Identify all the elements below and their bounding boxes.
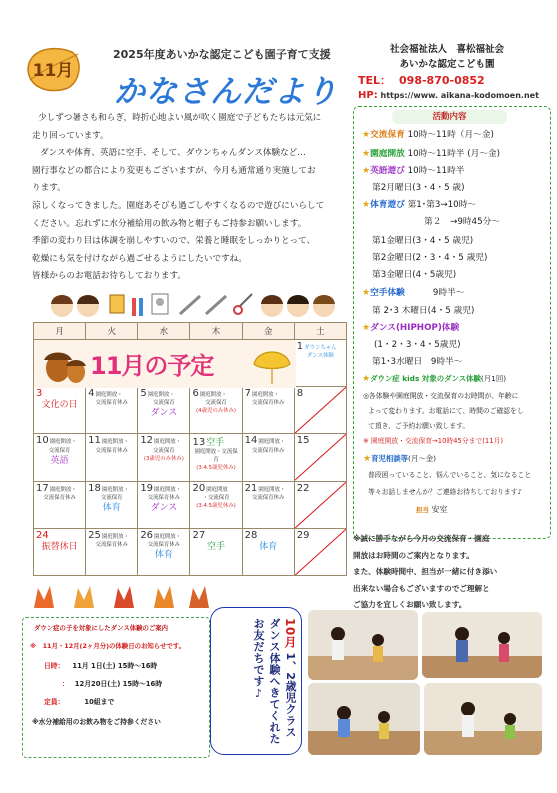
org-info	[352, 42, 542, 72]
calendar-day-27: 27 空手	[190, 528, 242, 575]
activity-item: ★ダウン症 kids 対象のダンス体験(月1回)	[362, 374, 507, 384]
child-face-icon	[51, 295, 73, 317]
calendar-day-11: 11園庭開放・ 交流保育休み	[86, 434, 138, 481]
staff-line: 担当 安室	[416, 505, 448, 514]
calendar-week	[34, 481, 347, 528]
access-line: 開放はお時間のご案内となります。	[353, 550, 474, 560]
closed-slash	[295, 529, 346, 575]
calendar-day-18: 18園庭開放・ 交流保育 体育	[86, 481, 138, 528]
activities-note: よって変わります。お電話にて、時間のご確認をし	[368, 407, 524, 415]
autumn-leaves-decoration	[24, 582, 214, 612]
dance-photo-2	[422, 612, 542, 678]
calendar-day-20: 20園庭開放 ・交流保育 (3.4.5歳児休み)	[190, 481, 242, 528]
intro-line: 園行事などの都合により変更もございますが、今月も通常通り実施してお	[32, 165, 316, 176]
hp-line	[358, 90, 539, 101]
calendar-day-15: 15	[294, 434, 346, 481]
hp-label: HP:	[358, 90, 378, 101]
calendar-header-row	[34, 323, 347, 340]
intro-line: ります。	[32, 183, 66, 194]
intro-line: 皆様からのお電話お待ちしております。	[32, 271, 187, 282]
notice-line: 定員： 10組まで	[44, 698, 115, 706]
newsletter-title: かなさんだより	[114, 74, 338, 110]
notice-line: ※水分補給用のお飲み物をご持参ください	[32, 718, 161, 726]
calendar-day-6: 6園庭開放・ 交流保育 (4歳児のみ休み)	[190, 387, 242, 434]
caption-month: 10月	[283, 618, 297, 649]
calendar-day-19: 19園庭開放・ 交流保育休み ダンス	[138, 481, 190, 528]
dance-photo-3	[308, 683, 420, 755]
hp-url[interactable]: https://www. aikana-kodomoen.net	[380, 91, 539, 100]
activities-note: て頂き、ご予約お願い致します。	[368, 422, 470, 430]
access-line: ご協力を宜しくお願い致します。	[353, 600, 467, 609]
calendar-day-25: 25園庭開放・ 交流保育休み	[86, 528, 138, 575]
dance-photo-4	[424, 683, 542, 755]
kids-decoration	[40, 286, 345, 320]
book-icon	[110, 295, 124, 313]
activity-item: ★園庭開放 10時～11時半 (月～金)	[362, 149, 501, 159]
calendar-day-13: 13空手 園庭開放・交流保育 (3.4.5歳児休み)	[190, 434, 242, 481]
activity-item: ★英語遊び 10時～11時半	[362, 166, 465, 176]
access-line: また、体験時間中、担当が一緒に付き添い	[353, 567, 498, 576]
consult-text: 等々お話しませんか？ご連絡お待ちしております♪	[368, 488, 522, 496]
calendar-day-7: 7園庭開放・ 交流保育休み	[242, 387, 294, 434]
closed-slash	[295, 387, 346, 433]
child-face-icon	[77, 295, 99, 317]
calendar-day-14: 14園庭開放・ 交流保育休み	[242, 434, 294, 481]
calendar-day-17: 17園庭開放・ 交流保育休み	[34, 481, 86, 528]
access-line: ※誠に勝手ながら今月の交流保育・園庭	[353, 534, 490, 543]
activities-title: 活動内容	[392, 110, 507, 124]
tel-line	[358, 72, 485, 88]
weekday-header: 水	[138, 323, 190, 340]
intro-line: 季節の変わり目は体調を崩しやすいので、栄養と睡眠をしっかりとって、	[32, 236, 316, 247]
child-face-icon	[261, 295, 283, 317]
calendar-day-5: 5園庭開放・ 交流保育 ダンス	[138, 387, 190, 434]
intro-line: ください。忘れずに水分補給用の飲み物と帽子もご持参お願いします。	[32, 218, 307, 229]
calendar-day-24: 24 振替休日	[34, 528, 86, 575]
tel-number[interactable]: 098-870-0852	[399, 74, 485, 87]
header-subtitle: 2025年度あいかな認定こども園子育て支援	[113, 48, 331, 61]
activity-item: 第1･3水曜日 9時半～	[372, 357, 463, 367]
maple-leaf-icon	[189, 586, 209, 608]
consult-text: 普段困っていること、悩んでいること、気になること	[368, 471, 532, 479]
pencil-icon	[180, 296, 226, 314]
intro-line: 涼しくなってきました。園庭あそびも過ごしやすくなるので遊びにいらして	[32, 200, 325, 211]
child-face-icon	[287, 295, 309, 317]
calendar-day-1: 1ダウンちゃん ダンス体験	[294, 340, 346, 387]
acorn-icon	[38, 342, 88, 386]
calendar-week	[34, 434, 347, 481]
calendar-day-28: 28 体育	[242, 528, 294, 575]
intro-line: 乾燥にも気を付けながら過ごせるようにしたいですね。	[32, 253, 247, 264]
crayon-icon	[132, 298, 143, 316]
activity-item: 第3金曜日(4・5歳児)	[372, 270, 457, 280]
activity-item: ★ダンス(HIPHOP)体験	[362, 323, 460, 333]
intro-line: ダンスや体育、英語に空手、そして、ダウンちゃんダンス体験など…	[40, 148, 306, 159]
maple-leaf-icon	[74, 586, 94, 608]
access-note	[353, 531, 553, 614]
activity-item: ★空手体験 9時半～	[362, 288, 465, 298]
calendar-week	[34, 387, 347, 434]
month-label: 11月	[32, 61, 74, 81]
org-corp: 社会福祉法人 喜松福祉会	[389, 44, 504, 55]
activity-item: 第2月曜日(3・4・5 歳)	[372, 183, 465, 193]
weekday-header: 金	[242, 323, 294, 340]
calendar-day-29: 29	[294, 528, 346, 575]
calendar-day-21: 21園庭開放・ 交流保育休み	[242, 481, 294, 528]
maple-leaf-icon	[34, 586, 54, 608]
notice-line: ※ 11月・12月(2ヶ月分)の体験日のお知らせです。	[30, 642, 186, 650]
activity-item: 第1金曜日(3・4・5 歳児)	[372, 236, 474, 246]
consult-line: ★育児相談等(月～金)	[363, 454, 436, 464]
photo-frame-icon	[152, 294, 168, 314]
weekday-header: 土	[294, 323, 346, 340]
notice-title: ダウン症の子を対象にしたダンス体験のご案内	[34, 624, 169, 632]
photo-caption	[220, 618, 298, 748]
ginkgo-leaf-icon	[250, 344, 294, 388]
activities-note: ◎各体験や園庭開放・交流保育のお時間が、年齢に	[363, 392, 519, 400]
activity-item: 第 2･3 木曜日(4・5 歳児)	[372, 306, 475, 316]
activity-item: 第2金曜日(2・3・4・5 歳児)	[372, 253, 488, 263]
calendar-day-22: 22	[294, 481, 346, 528]
calendar-day-4: 4園庭開放・ 交流保育休み	[86, 387, 138, 434]
activity-item: ★交流保育 10時～11時（月～金)	[362, 130, 494, 140]
calendar-day-10: 10園庭開放・ 交流保育 英語	[34, 434, 86, 481]
weekday-header: 火	[86, 323, 138, 340]
intro-line: 走り回っています。	[32, 130, 109, 141]
tel-label: TEL：	[358, 74, 392, 87]
activities-note-red: ※ 園庭開放・交流保育→10時45分まで(11月)	[363, 437, 503, 445]
activity-item: 第２ →9時45分～	[424, 217, 500, 227]
calendar-day-3: 3 文化の日	[34, 387, 86, 434]
intro-text	[32, 110, 350, 286]
activity-item: (1・2・3・4・5歳児)	[374, 340, 461, 350]
child-face-icon	[313, 295, 335, 317]
calendar-day-8: 8	[294, 387, 346, 434]
scissors-icon	[234, 294, 252, 314]
activity-item: ★体育遊び 第1･第3→10時～	[362, 200, 477, 210]
maple-leaf-icon	[154, 586, 174, 608]
org-school: あいかな認定こども園	[399, 59, 495, 70]
calendar-day-12: 12園庭開放・ 交流保育 (3歳児のみ休み)	[138, 434, 190, 481]
month-leaf-icon	[22, 40, 84, 94]
dance-photo-1	[308, 610, 418, 680]
access-line: 出来ない場合もございますのでご理解と	[353, 583, 490, 593]
maple-leaf-icon	[114, 586, 134, 608]
weekday-header: 木	[190, 323, 242, 340]
calendar-week	[34, 528, 347, 575]
closed-slash	[295, 482, 346, 528]
calendar-day-26: 26園庭開放・ 交流保育休み 体育	[138, 528, 190, 575]
weekday-header: 月	[34, 323, 86, 340]
notice-line: 日時： 11月 1日(土) 15時～16時	[44, 662, 158, 670]
closed-slash	[295, 434, 346, 480]
calendar-banner-title: 11月の予定	[90, 352, 214, 380]
notice-line: ： 12月20日(土) 15時～16時	[62, 680, 162, 688]
intro-line: 少しずつ暑さも和らぎ，時折心地よい風が吹く園庭で子どもたちは元気に	[38, 113, 322, 123]
caption-text: 1、2歳児クラス ダンス体験へきてくれた お友だちです♪	[252, 618, 297, 745]
